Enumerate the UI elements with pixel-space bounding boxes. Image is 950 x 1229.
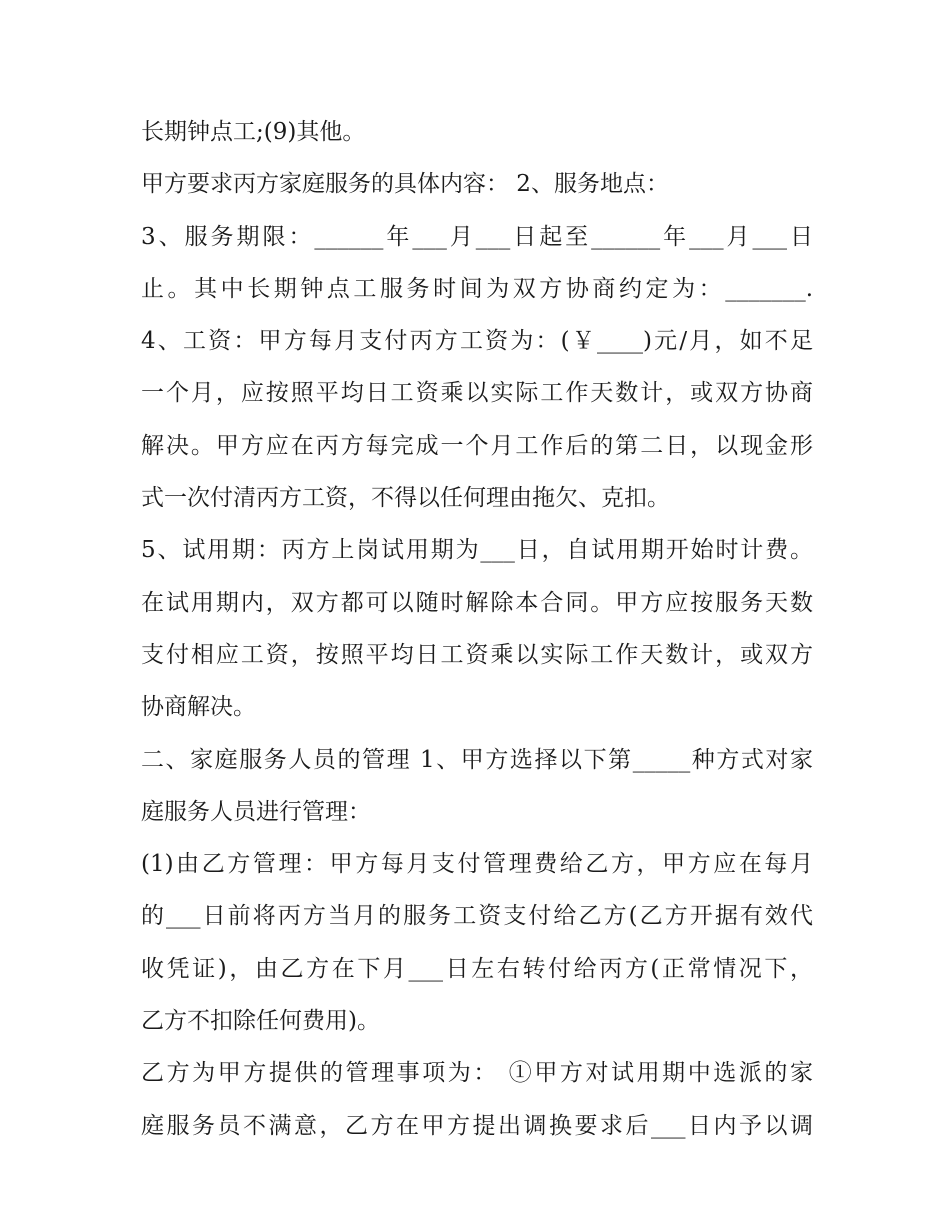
text-line: 的___日前将丙方当月的服务工资支付给乙方(乙方开据有效代 [141,903,813,930]
text-line: 乙方为甲方提供的管理事项为： ①甲方对试用期中选派的家 [141,1060,813,1087]
text-line: 5、试用期：丙方上岗试用期为___日，自试用期开始时计费。 [141,537,813,564]
text-line: 收凭证)，由乙方在下月___日左右转付给丙方(正常情况下， [141,955,813,982]
text-line: 止。其中长期钟点工服务时间为双方协商约定为：_______. [141,275,813,302]
text-line: 庭服务人员进行管理： [141,798,371,825]
text-line: 一个月，应按照平均日工资乘以实际工作天数计，或双方协商 [141,380,813,407]
text-line: 甲方要求丙方家庭服务的具体内容： 2、服务地点： [141,171,669,198]
text-line: (1)由乙方管理：甲方每月支付管理费给乙方，甲方应在每月 [141,851,813,878]
text-line: 乙方不扣除任何费用)。 [141,1008,380,1035]
text-line: 庭服务员不满意，乙方在甲方提出调换要求后___日内予以调 [141,1112,813,1139]
document-body [141,106,813,1152]
text-line: 二、家庭服务人员的管理 1、甲方选择以下第_____种方式对家 [141,746,813,773]
text-line: 3、服务期限：______年___月___日起至______年___月___日 [141,223,813,250]
text-line: 支付相应工资，按照平均日工资乘以实际工作天数计，或双方 [141,641,813,668]
text-line: 解决。甲方应在丙方每完成一个月工作后的第二日，以现金形 [141,432,813,459]
text-line: 在试用期内，双方都可以随时解除本合同。甲方应按服务天数 [141,589,813,616]
text-line: 式一次付清丙方工资，不得以任何理由拖欠、克扣。 [141,485,670,512]
text-line: 协商解决。 [141,694,256,721]
text-line: 长期钟点工;(9)其他。 [141,119,366,145]
text-line: 4、工资：甲方每月支付丙方工资为：(￥____)元/月，如不足 [141,328,813,355]
